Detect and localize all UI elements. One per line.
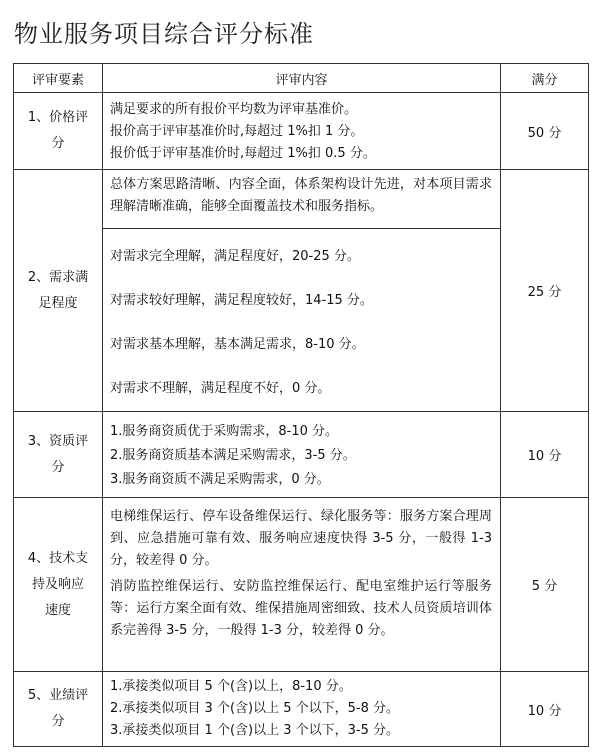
scoring-table [13, 63, 589, 747]
header-factor: 评审要素 [14, 64, 103, 93]
content-line: 满足要求的所有报价平均数为评审基准价。 [110, 102, 358, 117]
content-line: 对需求完全理解，满足程度好，20-25 分。 [110, 249, 360, 264]
content-line: 1.承接类似项目 5 个(含)以上，8-10 分。 [110, 679, 352, 694]
content-paragraph: 电梯维保运行、停车设备维保运行、绿化服务等：服务方案合理周到、应急措施可靠有效、服务响应速度快得 3-5 分，一般得 1-3 分，较差得 0 分。 [110, 509, 492, 568]
factor-cell: 1、价格评 分 [14, 93, 103, 170]
content-cell [103, 93, 501, 170]
content-cell [103, 672, 501, 747]
score-cell: 5 分 [501, 498, 589, 672]
content-cell [103, 498, 501, 672]
factor-cell: 4、技术支 持及响应 速度 [14, 498, 103, 672]
content-line: 1.服务商资质优于采购需求，8-10 分。 [110, 424, 339, 439]
header-score: 满分 [501, 64, 589, 93]
content-cell [103, 412, 501, 498]
content-line: 2.服务商资质基本满足采购需求，3-5 分。 [110, 448, 356, 463]
content-line: 3.承接类似项目 1 个(含)以上 3 个以下，3-5 分。 [110, 723, 399, 738]
factor-cell: 2、需求满 足程度 [14, 170, 103, 412]
score-cell: 10 分 [501, 412, 589, 498]
content-line: 对需求不理解，满足程度不好，0 分。 [110, 381, 331, 396]
header-content: 评审内容 [103, 64, 501, 93]
score-cell: 10 分 [501, 672, 589, 747]
table-row [14, 170, 589, 412]
content-line: 报价高于评审基准价时,每超过 1%扣 1 分。 [110, 124, 364, 139]
factor-cell: 5、业绩评 分 [14, 672, 103, 747]
content-sub-block [103, 228, 500, 411]
table-header-row [14, 64, 589, 93]
content-line: 对需求较好理解，满足程度较好，14-15 分。 [110, 293, 373, 308]
table-row [14, 412, 589, 498]
page-title: 物业服务项目综合评分标准 [14, 20, 314, 48]
table-row [14, 498, 589, 672]
content-line: 3.服务商资质不满足采购需求，0 分。 [110, 472, 330, 487]
table-row [14, 93, 589, 170]
content-line: 2.承接类似项目 3 个(含)以上 5 个以下，5-8 分。 [110, 701, 399, 716]
content-paragraph: 消防监控维保运行、安防监控维保运行、配电室维护运行等服务等：运行方案全面有效、维保措施周密细致、技术人员资质培训体系完善得 3-5 分，一般得 1-3 分，较差得 0 分。 [110, 579, 492, 638]
table-row [14, 672, 589, 747]
content-line: 对需求基本理解，基本满足需求，8-10 分。 [110, 337, 365, 352]
score-cell: 50 分 [501, 93, 589, 170]
factor-cell: 3、资质评 分 [14, 412, 103, 498]
content-line: 报价低于评审基准价时,每超过 1%扣 0.5 分。 [110, 146, 376, 161]
content-cell [103, 170, 501, 412]
score-cell: 25 分 [501, 170, 589, 412]
content-intro: 总体方案思路清晰、内容全面，体系架构设计先进，对本项目需求理解清晰准确，能够全面覆盖技术和服务指标。 [110, 177, 492, 214]
